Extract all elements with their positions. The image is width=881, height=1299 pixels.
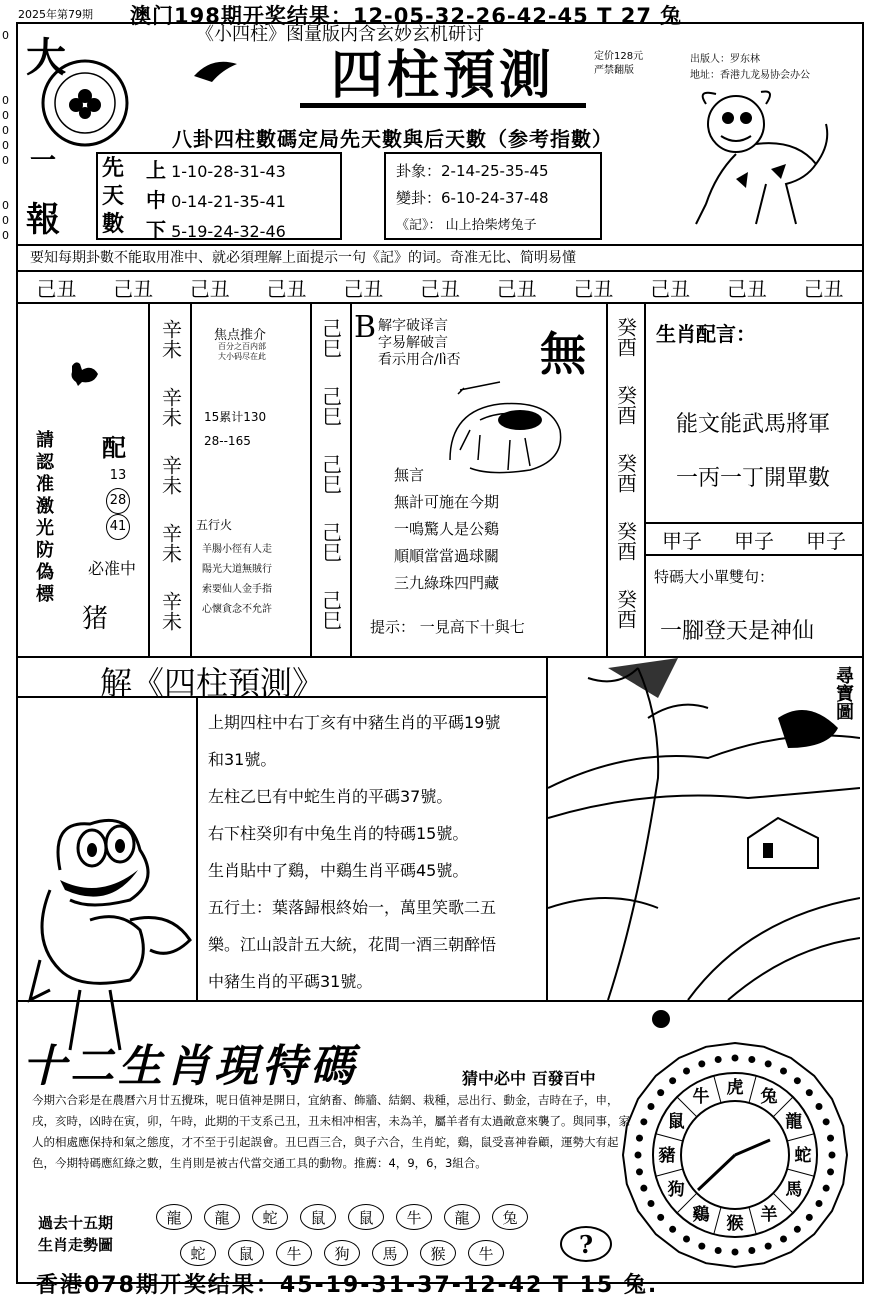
innate-labels: 先 天 數 bbox=[102, 155, 125, 237]
wheel-number-dot bbox=[794, 1077, 801, 1084]
wheel-number-dot bbox=[647, 1103, 654, 1110]
wheel-animal-label: 豬 bbox=[658, 1146, 676, 1166]
ganzhi-cell: 己丑 bbox=[189, 276, 230, 301]
jiazi-cell: 甲子 bbox=[734, 528, 774, 553]
riddle-big-char: 無 bbox=[540, 327, 586, 381]
focus-poem: 羊腸小徑有人走 陽光大道無賊行 索要仙人金手指 心懷貪念不允許 bbox=[202, 544, 272, 615]
wheel-number-dot bbox=[657, 1089, 664, 1096]
circled-numbers: 13 28 41 bbox=[106, 464, 130, 540]
zodiac-pig: 猪 bbox=[82, 604, 109, 634]
subtitle: 《小四柱》图量版内含玄妙玄机研讨 bbox=[196, 24, 484, 45]
guiyou-column: 癸酉 癸酉 癸酉 癸酉 癸酉 bbox=[613, 317, 638, 629]
xinwei-column: 辛未 辛未 辛未 辛未 辛未 bbox=[158, 319, 183, 631]
zodiac-saying-lines: 能文能武馬將軍 一丙一丁開單數 bbox=[676, 412, 831, 491]
wheel-number-dot bbox=[635, 1152, 642, 1159]
wheel-number-dot bbox=[765, 1243, 772, 1250]
wheel-number-dot bbox=[827, 1168, 834, 1175]
wheel-spoke bbox=[714, 1207, 721, 1234]
wheel-animal-label: 鼠 bbox=[667, 1112, 685, 1132]
ganzhi-cell: 己丑 bbox=[496, 276, 537, 301]
hexagram-box bbox=[384, 152, 602, 240]
wheel-spoke bbox=[656, 1169, 683, 1176]
divider bbox=[190, 304, 192, 658]
wheel-number-dot bbox=[640, 1185, 647, 1192]
lion-illustration bbox=[676, 84, 836, 234]
cartoon-mascot bbox=[20, 800, 200, 1060]
wheel-animal-label: 龍 bbox=[785, 1112, 803, 1132]
wheel-spoke bbox=[749, 1207, 756, 1234]
ganzhi-cell: 己丑 bbox=[343, 276, 384, 301]
focus-sub: 百分之百内部 大小码尽在此 bbox=[218, 342, 266, 361]
trend-item: 蛇 bbox=[180, 1240, 216, 1266]
jiazi-cell: 甲子 bbox=[662, 528, 702, 553]
ganzhi-cell: 己丑 bbox=[36, 276, 77, 301]
ganzhi-cell: 己丑 bbox=[419, 276, 460, 301]
hexagram-row: 卦象：2-14-25-35-45 bbox=[396, 162, 549, 180]
trend-item: 猴 bbox=[420, 1240, 456, 1266]
wheel-number-dot bbox=[765, 1060, 772, 1067]
wheel-number-dot bbox=[823, 1185, 830, 1192]
wheel-number-dot bbox=[806, 1089, 813, 1096]
notice-bar: 要知每期卦數不能取用准中、就必須理解上面提示一句《記》的词。奇准无比、简明易懂 bbox=[18, 244, 862, 272]
wheel-animal-label: 鷄 bbox=[692, 1204, 710, 1225]
trend-item: 龍 bbox=[156, 1204, 192, 1230]
rooster-icon bbox=[66, 358, 102, 388]
wheel-number-dot bbox=[683, 1236, 690, 1243]
divider bbox=[350, 304, 352, 658]
wheel-animal-label: 馬 bbox=[785, 1180, 803, 1200]
anti-fake-warning: 請認准激光防偽標 bbox=[33, 430, 54, 606]
must-hit-label: 必准中 bbox=[88, 559, 137, 578]
wheel-number-dot bbox=[669, 1077, 676, 1084]
wheel-spoke bbox=[714, 1076, 721, 1103]
publisher-info: 出版人：罗东林 地址：香港九龙易协会办公 bbox=[690, 54, 810, 81]
trigram-heading: 八卦四柱數碼定局先天數與后天數（参考指數） bbox=[172, 127, 613, 151]
wheel-number-dot bbox=[636, 1135, 643, 1142]
wheel-number-dot bbox=[657, 1214, 664, 1221]
wheel-number-dot bbox=[780, 1067, 787, 1074]
wheel-number-dot bbox=[827, 1135, 834, 1142]
innate-row: 中 0-14-21-35-41 bbox=[146, 188, 286, 212]
wheel-number-dot bbox=[715, 1056, 722, 1063]
trend-row-2 bbox=[180, 1240, 504, 1266]
trend-item: 兔 bbox=[492, 1204, 528, 1230]
riddle-hint: 提示： 一見高下十與七 bbox=[370, 618, 525, 636]
divider bbox=[606, 304, 608, 658]
innate-rows bbox=[146, 156, 286, 246]
riddle-lines: 解字破译言 字易解破言 看示用合/lì否 bbox=[378, 318, 461, 368]
issue-label: 2025年第79期 bbox=[18, 8, 93, 21]
wheel-number-dot bbox=[780, 1236, 787, 1243]
macau-result: 澳门198期开奖结果：12-05-32-26-42-45 T 27 兔 bbox=[130, 4, 683, 28]
trend-item: 鼠 bbox=[300, 1204, 336, 1230]
slogan: 猜中必中 百發百中 bbox=[462, 1069, 596, 1088]
zodiac-saying-title: 生肖配言： bbox=[656, 322, 756, 346]
trend-item: 牛 bbox=[276, 1240, 312, 1266]
wheel-animal-label: 虎 bbox=[726, 1078, 744, 1098]
trend-item: 馬 bbox=[372, 1240, 408, 1266]
wheel-number-dot bbox=[829, 1152, 836, 1159]
ganzhi-cell: 己丑 bbox=[266, 276, 307, 301]
focus-sum: 15累计130 bbox=[204, 410, 267, 424]
wheel-animal-label: 蛇 bbox=[794, 1146, 812, 1166]
divider bbox=[644, 304, 646, 658]
trend-item: 龍 bbox=[204, 1204, 240, 1230]
wheel-number-dot bbox=[806, 1214, 813, 1221]
ganzhi-cell: 己丑 bbox=[650, 276, 691, 301]
price-info: 定价128元 严禁翻版 bbox=[594, 51, 644, 76]
hexagram-row: 變卦：6-10-24-37-48 bbox=[396, 189, 549, 207]
innate-row: 上 1-10-28-31-43 bbox=[146, 158, 286, 182]
question-mark: ? bbox=[560, 1226, 612, 1262]
divider bbox=[310, 304, 312, 658]
trend-item: 牛 bbox=[396, 1204, 432, 1230]
ganzhi-cell: 己丑 bbox=[573, 276, 614, 301]
wheel-number-dot bbox=[732, 1249, 739, 1256]
wheel-number-dot bbox=[748, 1247, 755, 1254]
treasure-label: 尋寶圖 bbox=[833, 666, 854, 720]
wheel-spoke bbox=[787, 1169, 814, 1176]
wheel-number-dot bbox=[794, 1226, 801, 1233]
side-char-bottom: 報 bbox=[26, 200, 60, 240]
divider bbox=[148, 304, 150, 658]
wheel-number-dot bbox=[816, 1200, 823, 1207]
hk-result: 香港078期开奖结果：45-19-31-37-12-42 T 15 兔. bbox=[36, 1273, 659, 1298]
focus-title: 焦点推介 bbox=[214, 328, 267, 343]
black-dot bbox=[652, 1010, 670, 1028]
special-line: 一腳登天是神仙 bbox=[660, 619, 815, 644]
trend-item: 龍 bbox=[444, 1204, 480, 1230]
landscape-illustration bbox=[548, 658, 860, 1000]
trend-item: 鼠 bbox=[348, 1204, 384, 1230]
wheel-spoke bbox=[749, 1076, 756, 1103]
riddle-letter: B bbox=[354, 310, 377, 345]
side-zeros: 0 0 0 0 0 0 0 0 0 bbox=[2, 29, 9, 242]
wheel-number-dot bbox=[816, 1103, 823, 1110]
jiazi-row bbox=[646, 522, 862, 556]
trend-item: 牛 bbox=[468, 1240, 504, 1266]
innate-row: 下 5-19-24-32-46 bbox=[146, 218, 286, 242]
wheel-spoke bbox=[656, 1134, 683, 1141]
side-char-mid: 一 bbox=[30, 146, 57, 176]
hexagram-row: 《記》： 山上拾柴烤兔子 bbox=[396, 218, 537, 233]
wheel-number-dot bbox=[715, 1247, 722, 1254]
ganzhi-cell: 己丑 bbox=[113, 276, 154, 301]
wheel-animal-label: 羊 bbox=[760, 1204, 778, 1225]
wheel-animal-label: 兔 bbox=[760, 1087, 778, 1108]
explain-paragraphs: 上期四柱中右丁亥有中豬生肖的平碼19號 和31號。 左柱乙巳有中蛇生肖的平碼37號。 右下柱癸卯有中兔生肖的特碼15號。 生肖貼中了鷄，中鷄生肖平碼45號。 五行土：葉落歸根終始一，萬里笑歌二五 樂。江山設計五大統，花間一酒三朝醉悟 中豬生肖的平碼31號。 bbox=[208, 713, 501, 991]
focus-range: 28--165 bbox=[204, 434, 251, 448]
wheel-number-dot bbox=[732, 1055, 739, 1062]
trend-row-1 bbox=[156, 1204, 528, 1230]
wheel-animal-label: 猴 bbox=[726, 1214, 744, 1234]
bird-icon bbox=[192, 56, 242, 86]
jisi-column: 己巳 己巳 己巳 己巳 己巳 bbox=[318, 318, 343, 630]
wheel-spoke bbox=[787, 1134, 814, 1141]
wheel-number-dot bbox=[683, 1067, 690, 1074]
wheel-number-dot bbox=[698, 1243, 705, 1250]
trend-item: 鼠 bbox=[228, 1240, 264, 1266]
innate-number-box bbox=[96, 152, 342, 240]
wheel-animal-label: 牛 bbox=[692, 1087, 710, 1108]
jiazi-cell: 甲子 bbox=[806, 528, 846, 553]
explain-title: 解《四柱預測》 bbox=[100, 664, 325, 702]
special-title: 特碼大小單雙句： bbox=[654, 568, 775, 586]
wheel-number-dot bbox=[669, 1226, 676, 1233]
riddle-poem: 無言 無計可施在今期 一鳴驚人是公鷄 順順當當過球關 三九綠珠四門藏 bbox=[394, 466, 500, 592]
trend-item: 蛇 bbox=[252, 1204, 288, 1230]
wheel-number-dot bbox=[647, 1200, 654, 1207]
main-title-box bbox=[300, 38, 586, 108]
seal-emblem bbox=[40, 58, 130, 148]
wheel-number-dot bbox=[640, 1118, 647, 1125]
wuxing-label: 五行火 bbox=[196, 518, 233, 532]
ganzhi-row bbox=[18, 272, 862, 304]
forecast-paragraph: 今期六合彩是在農曆六月廿五攪珠，呢日值神是開日，宜納畜、飾牆、結網、栽種，忌出行、動金，吉時在子，申，戌，亥時，凶時在寅，卯，午時，此期的干支系己丑，丑未相冲相害，未為羊，屬羊者有太過敵意來襲了。與同事，家人的相處應保持和氣之態度，才不至于引起誤會。丑巳酉三合，與子六合，生肖蛇，鷄，鼠受喜神眷顧，運勢大有起色，今期特碼應紅綠之數，生肖則是被古代當交通工具的動物。推薦：4，9，6，3組合。 bbox=[32, 1093, 630, 1170]
ganzhi-cell: 己丑 bbox=[803, 276, 844, 301]
wheel-number-dot bbox=[823, 1118, 830, 1125]
wheel-number-dot bbox=[636, 1168, 643, 1175]
main-title: 四柱預測 bbox=[330, 45, 555, 106]
past-trend-label: 過去十五期 生肖走勢圖 bbox=[38, 1214, 114, 1254]
wheel-animal-label: 狗 bbox=[667, 1180, 685, 1200]
ganzhi-cell: 己丑 bbox=[726, 276, 767, 301]
hexagram-rows bbox=[396, 158, 549, 239]
zodiac-wheel bbox=[620, 1040, 850, 1270]
side-char-top: 大 bbox=[26, 34, 66, 81]
wheel-number-dot bbox=[748, 1056, 755, 1063]
pei-label: 配 bbox=[102, 433, 126, 462]
art-title: 十二生肖現特碼 bbox=[22, 1041, 358, 1092]
wheel-number-dot bbox=[698, 1060, 705, 1067]
trend-item: 狗 bbox=[324, 1240, 360, 1266]
